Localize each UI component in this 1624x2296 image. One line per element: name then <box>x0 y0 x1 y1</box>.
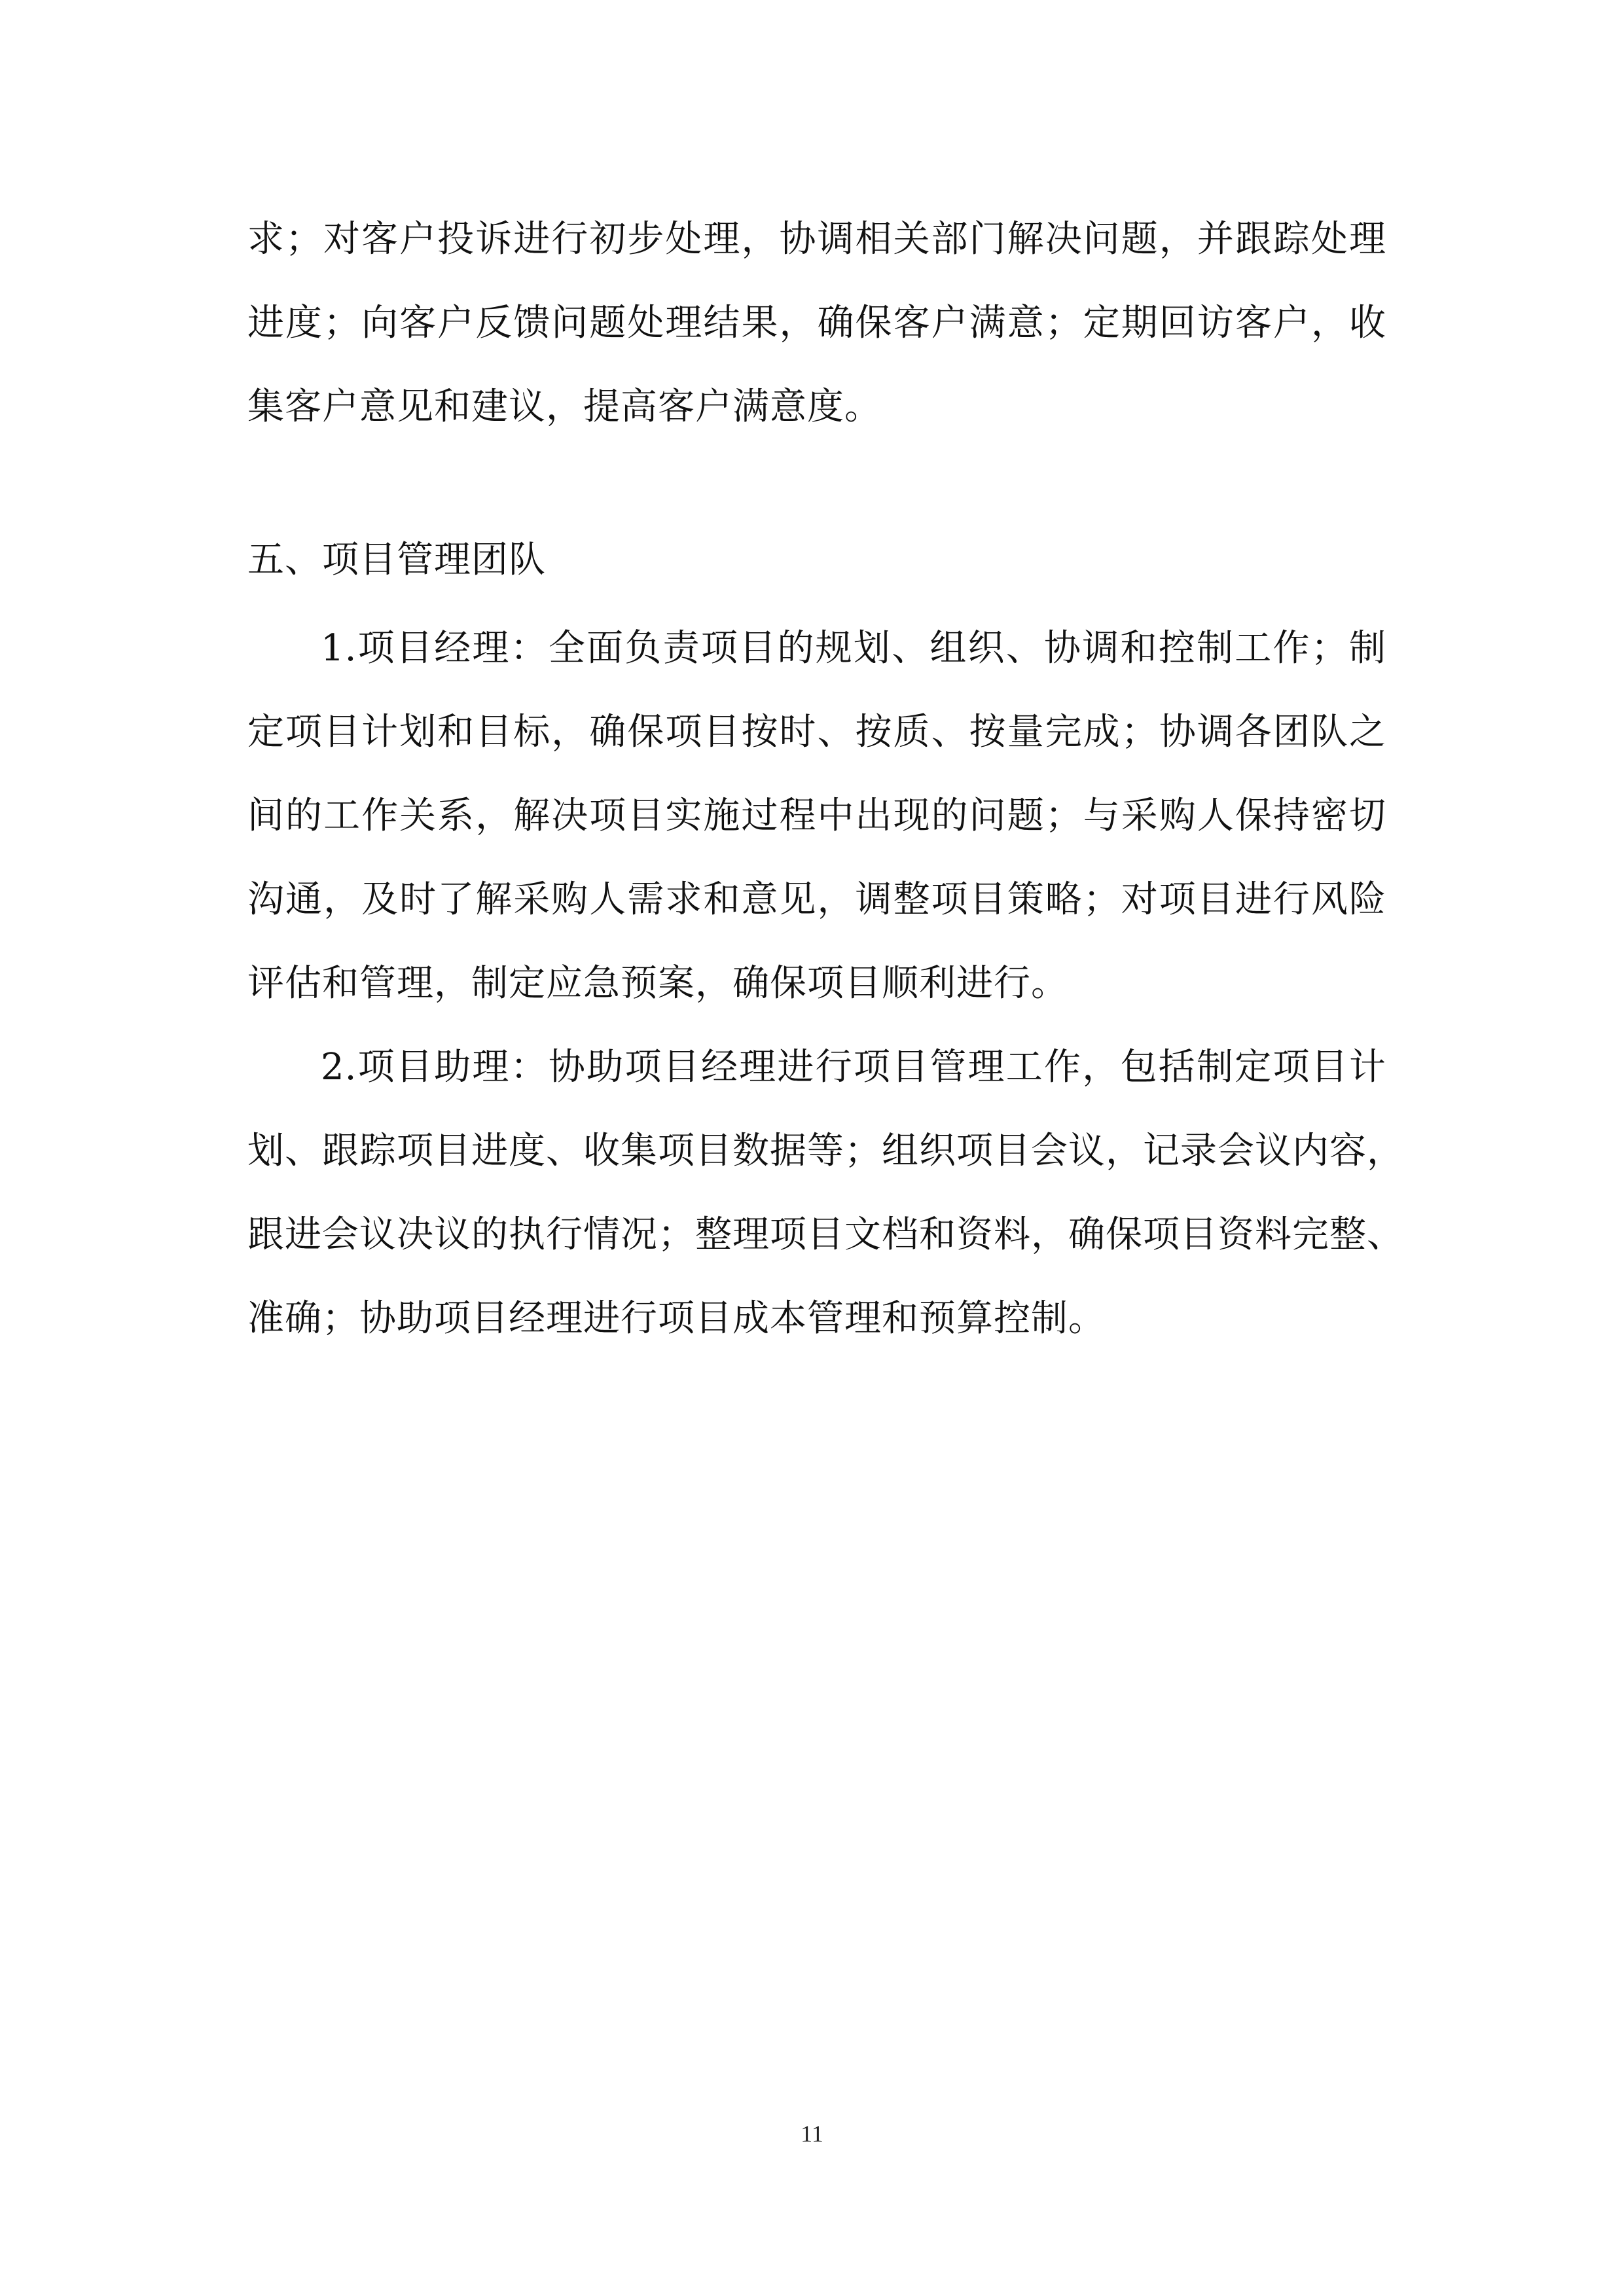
paragraph-line: 跟进会议决议的执行情况；整理项目文档和资料，确保项目资料完整、 <box>247 1213 1404 1256</box>
paragraph-line: 准确；协助项目经理进行项目成本管理和预算控制。 <box>247 1297 1106 1340</box>
section-heading: 五、项目管理团队 <box>247 539 546 581</box>
paragraph-line: 2.项目助理：协助项目经理进行项目管理工作，包括制定项目计 <box>321 1046 1386 1088</box>
paragraph-line: 求；对客户投诉进行初步处理，协调相关部门解决问题，并跟踪处理 <box>247 218 1386 260</box>
paragraph-line: 沟通，及时了解采购人需求和意见，调整项目策略；对项目进行风险 <box>247 878 1386 921</box>
paragraph-line: 间的工作关系，解决项目实施过程中出现的问题；与采购人保持密切 <box>247 795 1386 837</box>
paragraph-line: 进度；向客户反馈问题处理结果，确保客户满意；定期回访客户，收 <box>247 302 1386 344</box>
paragraph-line: 划、跟踪项目进度、收集项目数据等；组织项目会议，记录会议内容， <box>247 1130 1404 1172</box>
paragraph-line: 评估和管理，制定应急预案，确保项目顺利进行。 <box>247 962 1068 1005</box>
paragraph-line: 1.项目经理：全面负责项目的规划、组织、协调和控制工作；制 <box>321 627 1386 670</box>
paragraph-line: 定项目计划和目标，确保项目按时、按质、按量完成；协调各团队之 <box>247 711 1386 753</box>
page-number: 11 <box>801 2121 823 2147</box>
paragraph-line: 集客户意见和建议，提高客户满意度。 <box>247 386 882 428</box>
